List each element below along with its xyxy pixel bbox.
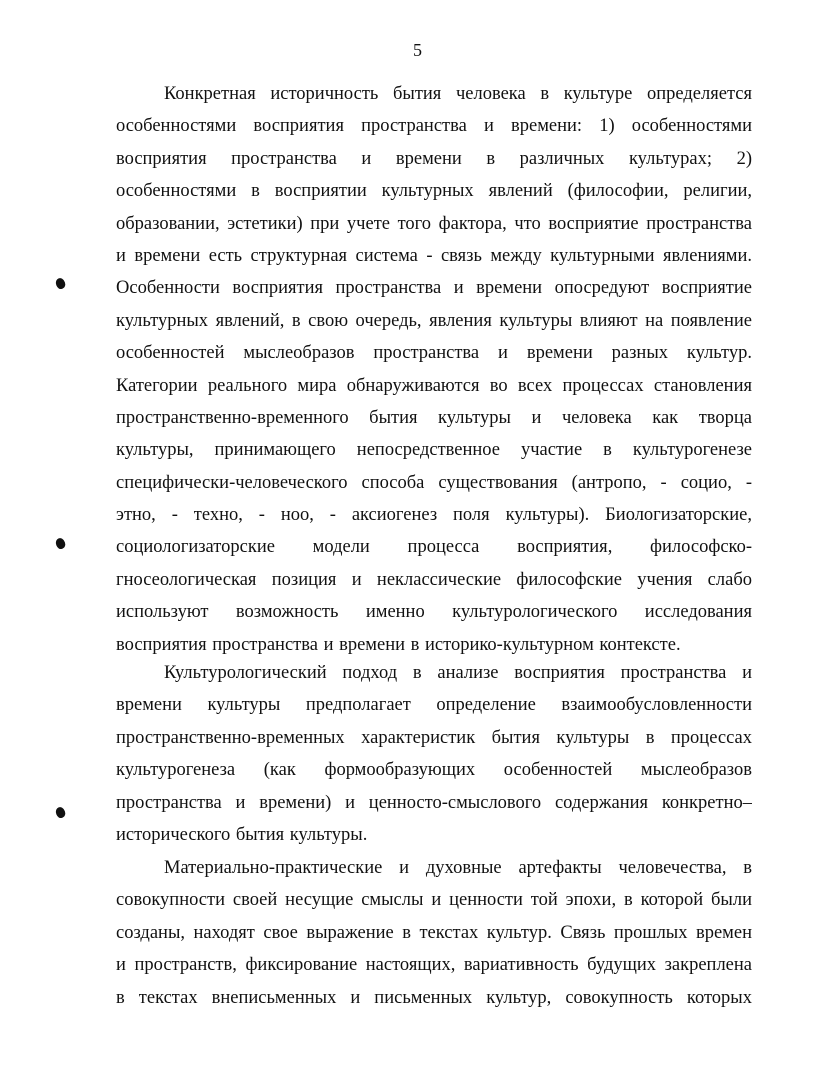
text-line: пространства и времени) и ценносто-смыслового содержания конкретно– — [116, 792, 752, 813]
margin-bullet-mark — [54, 806, 66, 819]
text-line: совокупности своей несущие смыслы и ценности той эпохи, в которой были — [116, 890, 752, 911]
text-line: восприятия пространства и времени в историко-культурном контексте. — [116, 634, 681, 655]
margin-bullet-mark — [54, 537, 66, 550]
text-line: культуры, принимающего непосредственное участие в культурогенезе — [116, 440, 752, 461]
text-line: исторического бытия культуры. — [116, 824, 368, 845]
paragraph-2 — [116, 657, 752, 851]
text-line: Культурологический подход в анализе восприятия пространства и — [164, 663, 752, 683]
text-line: пространственно-временного бытия культуры и человека как творца — [116, 407, 752, 428]
text-line: этно, - техно, - ноо, - аксиогенез поля культуры). Биологизаторские, — [116, 505, 752, 526]
text-line: особенностями восприятия пространства и времени: 1) особенностями — [116, 116, 752, 137]
text-line: гносеологическая позиция и неклассические философские учения слабо — [116, 569, 752, 590]
page-number: 5 — [413, 40, 422, 60]
text-line: Материально-практические и духовные артефакты человечества, в — [164, 858, 752, 878]
text-line: времени культуры предполагает определение взаимообусловленности — [116, 695, 752, 716]
text-line: пространственно-временных характеристик бытия культуры в процессах — [116, 727, 752, 748]
paragraph-1 — [116, 78, 752, 661]
text-line: культурогенеза (как формообразующих особенностей мыслеобразов — [116, 760, 752, 781]
text-line: Конкретная историчность бытия человека в культуре определяется — [164, 84, 752, 104]
text-line: образовании, эстетики) при учете того фактора, что восприятие пространства — [116, 213, 752, 234]
text-line: используют возможность именно культурологического исследования — [116, 602, 752, 623]
text-line: специфически-человеческого способа существования (антропо, - социо, - — [116, 472, 752, 493]
text-line: особенностей мыслеобразов пространства и времени разных культур. — [116, 343, 752, 364]
margin-bullet-mark — [54, 277, 66, 290]
text-line: и времени есть структурная система - связь между культурными явлениями. — [116, 245, 752, 266]
text-line: особенностями в восприятии культурных явлений (философии, религии, — [116, 181, 752, 202]
text-line: в текстах внеписьменных и письменных культур, совокупность которых — [116, 987, 752, 1008]
paragraph-3 — [116, 852, 752, 1014]
text-line: Особенности восприятия пространства и времени опосредуют восприятие — [116, 278, 752, 299]
text-line: созданы, находят свое выражение в текстах культур. Связь прошлых времен — [116, 922, 752, 943]
text-line: Категории реального мира обнаруживаются во всех процессах становления — [116, 375, 752, 396]
text-line: социологизаторские модели процесса восприятия, философско- — [116, 537, 752, 558]
text-line: культурных явлений, в свою очередь, явления культуры влияют на появление — [116, 310, 752, 331]
text-line: и пространств, фиксирование настоящих, вариативность будущих закреплена — [116, 955, 752, 976]
text-line: восприятия пространства и времени в различных культурах; 2) — [116, 148, 752, 169]
